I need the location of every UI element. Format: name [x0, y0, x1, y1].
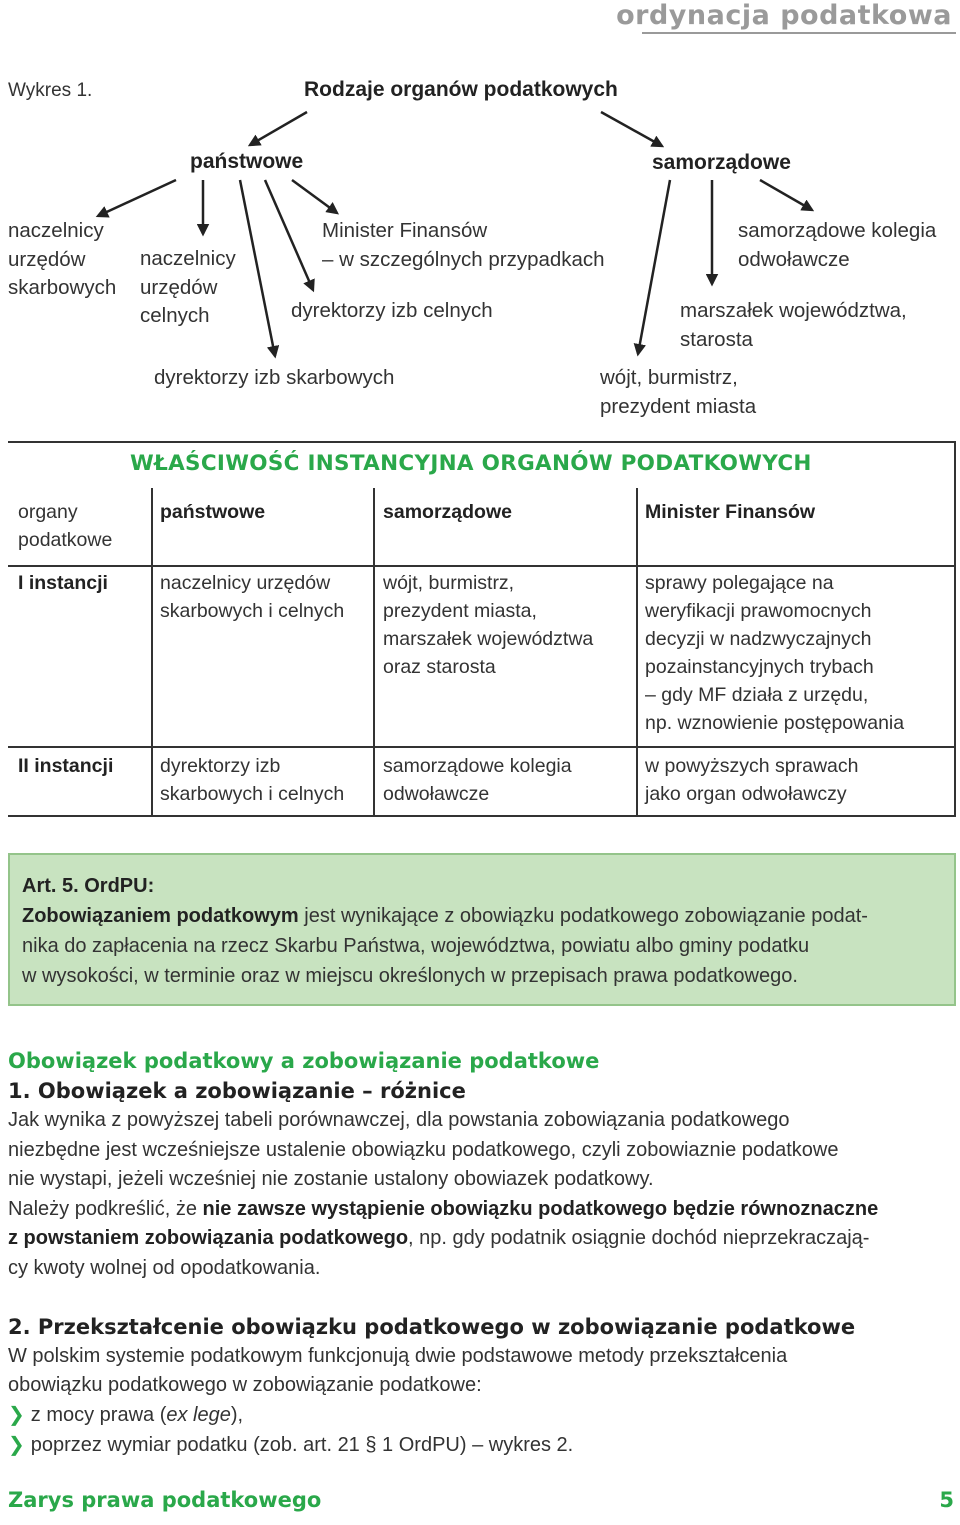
subheading: 2. Przekształcenie obowiązku podatkowego w zobowiązanie podatkowe: [8, 1315, 856, 1339]
table-row-label: II instancji: [18, 755, 114, 777]
page-number: 5: [939, 1488, 954, 1512]
table-row-label: I instancji: [18, 572, 108, 594]
table-corner: organy podatkowe: [18, 501, 113, 551]
node-kolegia: samorządowe kolegia odwoławcze: [738, 219, 937, 271]
table-divider: [151, 488, 153, 817]
node-wojt: wójt, burmistrz, prezydent miasta: [600, 366, 757, 418]
section-title: ordynacja podatkowa: [616, 0, 952, 31]
figure-title: Rodzaje organów podatkowych: [304, 78, 618, 101]
article-head: Art. 5. OrdPU:: [22, 875, 155, 897]
paragraph-line: obowiązku podatkowego w zobowiązanie podatkowe:: [8, 1374, 482, 1396]
paragraph-line: W polskim systemie podatkowym funkcjonują dwie podstawowe metody przekształcenia: [8, 1345, 788, 1367]
article-line: Zobowiązaniem podatkowym jest wynikające z obowiązku podatkowego zobowiązanie podat-: [22, 905, 868, 927]
bullet-item: ❯ poprzez wymiar podatku (zob. art. 21 § 1 OrdPU) – wykres 2.: [8, 1431, 573, 1461]
node-dyrektorzy-is: dyrektorzy izb skarbowych: [154, 366, 395, 389]
table-cell: w powyższych sprawach jako organ odwoławczy: [645, 755, 859, 805]
node-naczelnicy-uc: naczelnicy urzędów celnych: [140, 247, 236, 327]
arrow-to-dyrektorzy-is: [240, 180, 275, 356]
chevron-bullet-icon: ❯: [8, 1404, 25, 1426]
arrow-to-minister: [292, 180, 337, 213]
paragraph-line: Jak wynika z powyższej tabeli porównawczej, dla powstania zobowiązania podatkowego: [8, 1109, 790, 1131]
figure-label: Wykres 1.: [8, 80, 93, 101]
arrow-to-panstwowe: [250, 112, 307, 145]
table-cell: wójt, burmistrz, prezydent miasta, marszałek województwa oraz starosta: [383, 572, 594, 678]
footer-title: Zarys prawa podatkowego: [8, 1488, 322, 1512]
node-panstwowe: państwowe: [190, 150, 304, 173]
subheading: 1. Obowiązek a zobowiązanie – różnice: [8, 1079, 466, 1103]
table-cell: sprawy polegające na weryfikacji prawomocnych decyzji w nadzwyczajnych pozainstancyjnych trybach – gdy MF działa z urzędu, np. wznowienie postępowania: [645, 572, 905, 734]
node-naczelnicy-us: naczelnicy urzędów skarbowych: [8, 219, 117, 299]
table-divider: [373, 488, 375, 817]
paragraph-line: z powstaniem zobowiązania podatkowego, np. gdy podatnik osiągnie dochód nieprzekraczają-: [8, 1227, 870, 1249]
table-cell: naczelnicy urzędów skarbowych i celnych: [160, 572, 345, 622]
node-minister-finansow: Minister Finansów – w szczególnych przypadkach: [322, 219, 605, 271]
table-divider: [636, 488, 638, 817]
article-line: nika do zapłacenia na rzecz Skarbu Państwa, województwa, powiatu albo gminy podatku: [22, 935, 810, 957]
bullet-item: ❯ z mocy prawa (ex lege),: [8, 1401, 243, 1431]
arrow-to-dyrektorzy-ic: [265, 180, 313, 290]
paragraph-line: nie wystapi, jeżeli wcześniej nie zostanie ustalony obowiazek podatkowy.: [8, 1168, 654, 1190]
table-header: Minister Finansów: [645, 501, 816, 523]
table-header: samorządowe: [383, 501, 512, 523]
table-cell: dyrektorzy izb skarbowych i celnych: [160, 755, 345, 805]
node-marszalek: marszałek województwa, starosta: [680, 299, 907, 351]
section-heading: Obowiązek podatkowy a zobowiązanie podatkowe: [8, 1049, 600, 1073]
article-line: w wysokości, w terminie oraz w miejscu określonych w przepisach prawa podatkowego.: [22, 965, 798, 987]
arrow-to-samorzadowe: [601, 112, 662, 146]
table-header: państwowe: [160, 501, 266, 523]
paragraph-line: niezbędne jest wcześniejsze ustalenie obowiązku podatkowego, czyli zobowiaznie podatkowe: [8, 1139, 839, 1161]
node-dyrektorzy-ic: dyrektorzy izb celnych: [291, 299, 493, 322]
article-box: [8, 853, 956, 1006]
table-title: WŁAŚCIWOŚĆ INSTANCYJNA ORGANÓW PODATKOWYCH: [130, 451, 812, 476]
node-samorzadowe: samorządowe: [652, 151, 791, 174]
arrow-to-wojt: [638, 180, 670, 354]
arrow-to-kolegia: [760, 180, 812, 210]
arrow-to-naczelnicy-us: [98, 180, 176, 216]
paragraph-line: Należy podkreślić, że nie zawsze wystąpienie obowiązku podatkowego będzie równoznaczne: [8, 1198, 879, 1220]
table-cell: samorządowe kolegia odwoławcze: [383, 755, 572, 805]
paragraph-line: cy kwoty wolnej od opodatkowania.: [8, 1257, 321, 1279]
chevron-bullet-icon: ❯: [8, 1434, 25, 1456]
